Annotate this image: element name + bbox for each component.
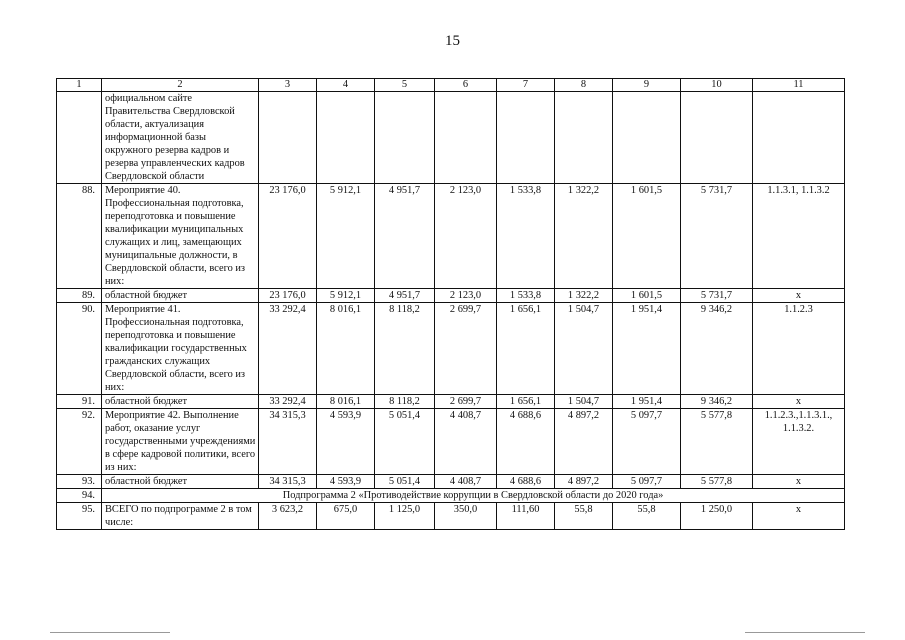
column-header: 10 (681, 79, 753, 92)
value-cell: 5 097,7 (613, 475, 681, 489)
row-number-cell: 93. (57, 475, 102, 489)
value-cell: 1 951,4 (613, 395, 681, 409)
target-code-cell: 1.1.2.3 (753, 303, 845, 395)
value-cell: 4 897,2 (555, 409, 613, 475)
subprogram-title: Подпрограмма 2 «Противодействие коррупции в Свердловской области до 2020 года» (102, 489, 845, 503)
scan-edge-line (50, 632, 170, 633)
value-cell: 5 731,7 (681, 184, 753, 289)
table-row-continuation (57, 92, 845, 184)
column-header: 11 (753, 79, 845, 92)
subprogram-row (57, 489, 845, 503)
column-header: 1 (57, 79, 102, 92)
description-cell: областной бюджет (102, 395, 259, 409)
value-cell: 2 699,7 (435, 303, 497, 395)
table-row (57, 303, 845, 395)
value-cell: 23 176,0 (259, 184, 317, 289)
budget-table (56, 78, 845, 530)
value-cell: 111,60 (497, 503, 555, 530)
value-cell: 1 656,1 (497, 303, 555, 395)
value-cell: 8 016,1 (317, 395, 375, 409)
value-cell: 8 118,2 (375, 303, 435, 395)
value-cell: 55,8 (613, 503, 681, 530)
value-cell: 34 315,3 (259, 475, 317, 489)
column-header: 4 (317, 79, 375, 92)
value-cell: 1 504,7 (555, 303, 613, 395)
table-row (57, 184, 845, 289)
row-number-cell: 90. (57, 303, 102, 395)
value-cell: 8 118,2 (375, 395, 435, 409)
column-header: 6 (435, 79, 497, 92)
value-cell: 5 577,8 (681, 409, 753, 475)
table-row (57, 289, 845, 303)
value-cell: 2 699,7 (435, 395, 497, 409)
description-cell: Мероприятие 40. Профессиональная подготовка, переподготовка и повышение квалификации муниципальных служащих и лиц, замещающих муниципальные должности, в Свердловской области, всего из них: (102, 184, 259, 289)
value-cell: 1 504,7 (555, 395, 613, 409)
target-code-cell: 1.1.2.3.,1.1.3.1., 1.1.3.2. (753, 409, 845, 475)
target-code-cell: х (753, 289, 845, 303)
target-code-cell: х (753, 475, 845, 489)
value-cell: 9 346,2 (681, 395, 753, 409)
description-cell: Мероприятие 41. Профессиональная подготовка, переподготовка и повышение квалификации государственных гражданских служащих Свердловской области, всего из них: (102, 303, 259, 395)
value-cell: 4 897,2 (555, 475, 613, 489)
column-header: 2 (102, 79, 259, 92)
value-cell: 1 533,8 (497, 289, 555, 303)
value-cell: 5 912,1 (317, 289, 375, 303)
row-number-cell (57, 92, 102, 184)
value-cell: 675,0 (317, 503, 375, 530)
value-cell: 1 322,2 (555, 289, 613, 303)
column-header: 8 (555, 79, 613, 92)
value-cell: 1 125,0 (375, 503, 435, 530)
value-cell: 9 346,2 (681, 303, 753, 395)
row-number-cell: 94. (57, 489, 102, 503)
scan-edge-line (745, 632, 865, 633)
value-cell: 4 951,7 (375, 289, 435, 303)
value-cell: 1 601,5 (613, 289, 681, 303)
value-cell: 4 688,6 (497, 475, 555, 489)
table-row (57, 475, 845, 489)
value-cell: 4 593,9 (317, 475, 375, 489)
value-cell: 4 951,7 (375, 184, 435, 289)
description-cell: официальном сайте Правительства Свердловской области, актуализация информационной базы окружного резерва кадров и резерва управленческих кадров Свердловской области (102, 92, 259, 184)
value-cell: 1 656,1 (497, 395, 555, 409)
value-cell: 2 123,0 (435, 184, 497, 289)
row-number-cell: 88. (57, 184, 102, 289)
column-header: 9 (613, 79, 681, 92)
value-cell: 2 123,0 (435, 289, 497, 303)
value-cell: 33 292,4 (259, 303, 317, 395)
row-number-cell: 95. (57, 503, 102, 530)
description-cell: ВСЕГО по подпрограмме 2 в том числе: (102, 503, 259, 530)
column-header: 3 (259, 79, 317, 92)
value-cell: 5 051,4 (375, 409, 435, 475)
value-cell: 1 601,5 (613, 184, 681, 289)
value-cell: 4 408,7 (435, 475, 497, 489)
value-cell: 55,8 (555, 503, 613, 530)
value-cell: 23 176,0 (259, 289, 317, 303)
table-row (57, 409, 845, 475)
target-code-cell: х (753, 395, 845, 409)
description-cell: областной бюджет (102, 289, 259, 303)
total-row (57, 503, 845, 530)
value-cell: 33 292,4 (259, 395, 317, 409)
value-cell: 1 250,0 (681, 503, 753, 530)
value-cell: 4 688,6 (497, 409, 555, 475)
row-number-cell: 92. (57, 409, 102, 475)
value-cell: 5 097,7 (613, 409, 681, 475)
value-cell: 8 016,1 (317, 303, 375, 395)
value-cell: 1 533,8 (497, 184, 555, 289)
value-cell: 3 623,2 (259, 503, 317, 530)
target-code-cell: 1.1.3.1, 1.1.3.2 (753, 184, 845, 289)
row-number-cell: 91. (57, 395, 102, 409)
value-cell: 4 408,7 (435, 409, 497, 475)
header-row (57, 79, 845, 92)
value-cell: 5 731,7 (681, 289, 753, 303)
description-cell: областной бюджет (102, 475, 259, 489)
row-number-cell: 89. (57, 289, 102, 303)
description-cell: Мероприятие 42. Выполнение работ, оказание услуг государственными учреждениями в сфере кадровой политики, всего из них: (102, 409, 259, 475)
value-cell: 1 951,4 (613, 303, 681, 395)
value-cell: 34 315,3 (259, 409, 317, 475)
target-code-cell: х (753, 503, 845, 530)
column-header: 5 (375, 79, 435, 92)
value-cell: 5 051,4 (375, 475, 435, 489)
column-header: 7 (497, 79, 555, 92)
value-cell: 5 912,1 (317, 184, 375, 289)
value-cell: 5 577,8 (681, 475, 753, 489)
page-number: 15 (445, 33, 460, 49)
table-row (57, 395, 845, 409)
value-cell: 350,0 (435, 503, 497, 530)
value-cell: 4 593,9 (317, 409, 375, 475)
value-cell: 1 322,2 (555, 184, 613, 289)
